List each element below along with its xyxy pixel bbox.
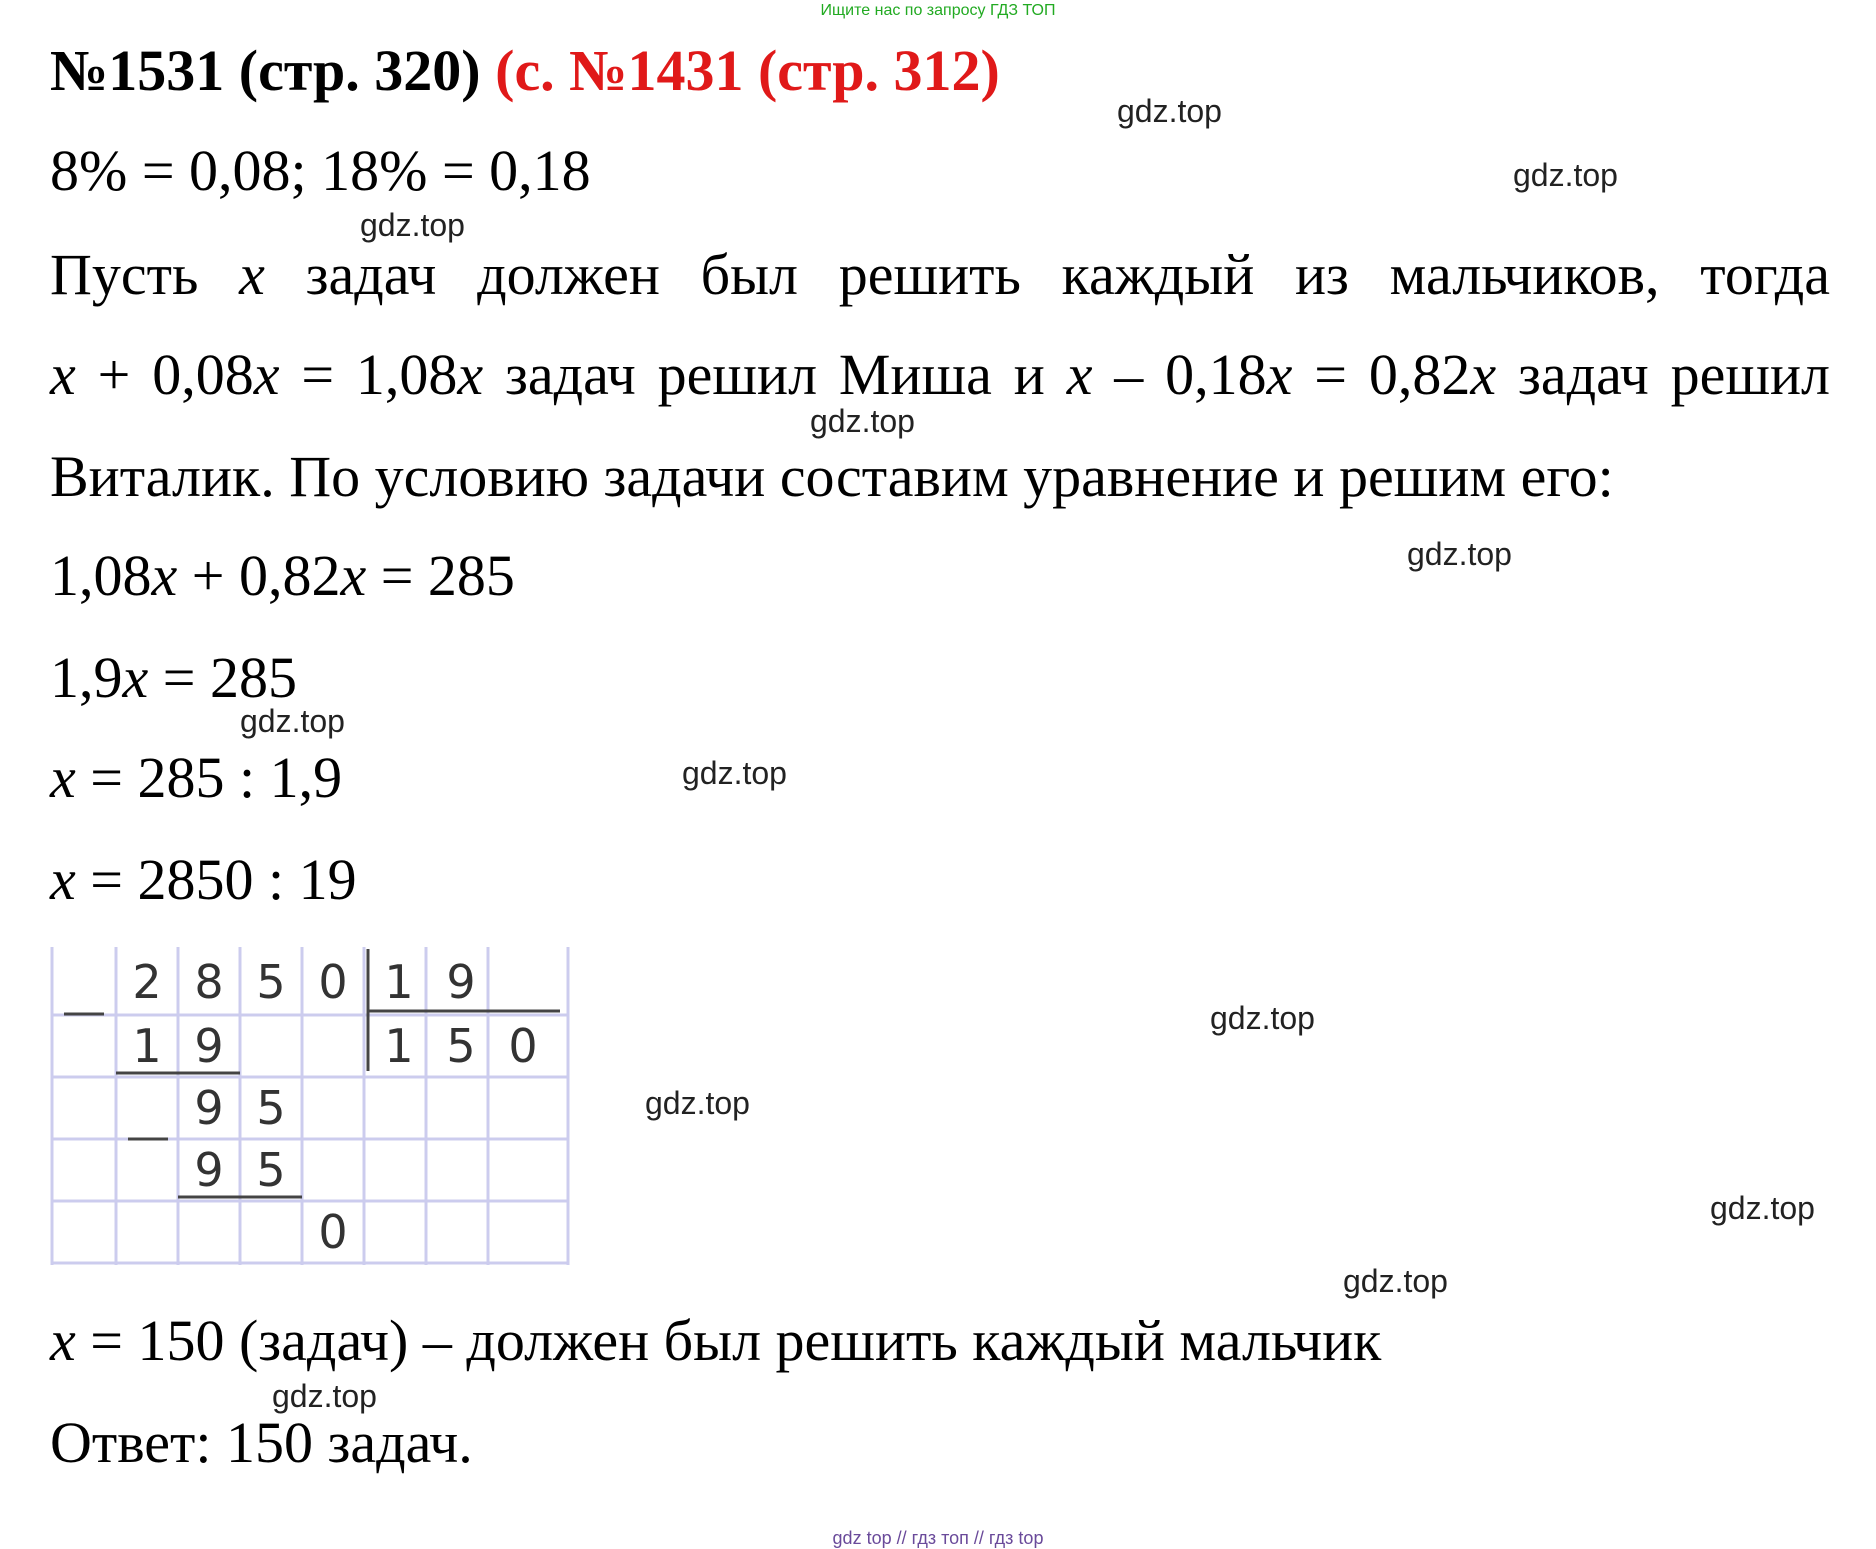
var-x: x [239,242,265,307]
dividend-digit: 0 [318,955,348,1009]
text: – 0,18 [1092,342,1267,407]
text: = 285 [366,543,515,608]
watermark: gdz.top [272,1378,377,1414]
text: 1,08 [50,543,152,608]
task-title [50,38,1000,104]
var-x: x [1470,342,1497,407]
text: Пусть [50,242,240,307]
subtrahend-digit: 1 [132,1019,162,1073]
dividend-digit: 8 [194,955,224,1009]
dividend-digit: 5 [256,955,286,1009]
final-remainder-digit: 0 [318,1205,348,1259]
result-line [50,1308,1381,1374]
var-x: x [122,645,149,710]
var-x: x [340,543,367,608]
answer-line: Ответ: 150 задач. [50,1410,473,1475]
text: задач решил Миша и [483,342,1067,407]
watermark: gdz.top [1210,1000,1315,1036]
text: 1,9 [50,645,123,710]
text: + 0,08 [75,342,254,407]
watermark: gdz.top [1343,1263,1448,1299]
divisor-digit: 1 [384,955,414,1009]
long-division [50,945,570,1265]
var-x: x [1066,342,1093,407]
text: = 2850 : 19 [75,847,357,912]
text: = 285 : 1,9 [75,745,343,810]
equation-2 [50,645,297,711]
quotient-digit: 0 [508,1019,538,1073]
watermark: gdz.top [810,403,915,439]
task-number: №1531 (стр. 320) [50,38,496,103]
solution-line-3: Виталик. По условию задачи составим уравнение и решим его: [50,444,1614,509]
remainder-digit: 9 [194,1081,224,1135]
text: = 0,82 [1292,342,1471,407]
var-x: x [1266,342,1293,407]
var-x: x [50,745,76,810]
task-alt-number: (с. №1431 (стр. 312) [495,38,1000,103]
watermark: gdz.top [1710,1190,1815,1226]
top-banner[interactable]: Ищите нас по запросу ГДЗ ТОП [820,2,1056,19]
var-x: x [253,342,280,407]
watermark: gdz.top [240,703,345,739]
watermark: gdz.top [682,755,787,791]
equation-4 [50,847,357,913]
text: задач решил [1496,342,1830,407]
var-x: x [151,543,178,608]
watermark: gdz.top [1513,157,1618,193]
watermark: gdz.top [360,207,465,243]
percent-conversion: 8% = 0,08; 18% = 0,18 [50,138,591,203]
text: задач должен был решить каждый из мальчиков, тогда [264,242,1830,307]
watermark: gdz.top [645,1085,750,1121]
var-x: x [50,1308,76,1373]
text: = 1,08 [279,342,458,407]
watermark: gdz.top [1117,93,1222,129]
subtrahend-digit: 5 [256,1143,286,1197]
dividend-digit: 2 [132,955,162,1009]
text: = 150 (задач) – должен был решить каждый мальчик [75,1308,1382,1373]
subtrahend-digit: 9 [194,1019,224,1073]
var-x: x [50,342,76,407]
watermark: gdz.top [1407,536,1512,572]
equation-1 [50,543,515,609]
quotient-digit: 5 [446,1019,476,1073]
var-x: x [457,342,484,407]
text: + 0,82 [177,543,341,608]
remainder-digit: 5 [256,1081,286,1135]
equation-3 [50,745,342,811]
quotient-digit: 1 [384,1019,414,1073]
solution-line-1 [50,242,1830,308]
text: = 285 [148,645,297,710]
footer-links[interactable]: gdz top // гдз топ // гдз top [832,1528,1044,1548]
solution-line-2 [50,342,1830,408]
subtrahend-digit: 9 [194,1143,224,1197]
divisor-digit: 9 [446,955,476,1009]
var-x: x [50,847,76,912]
